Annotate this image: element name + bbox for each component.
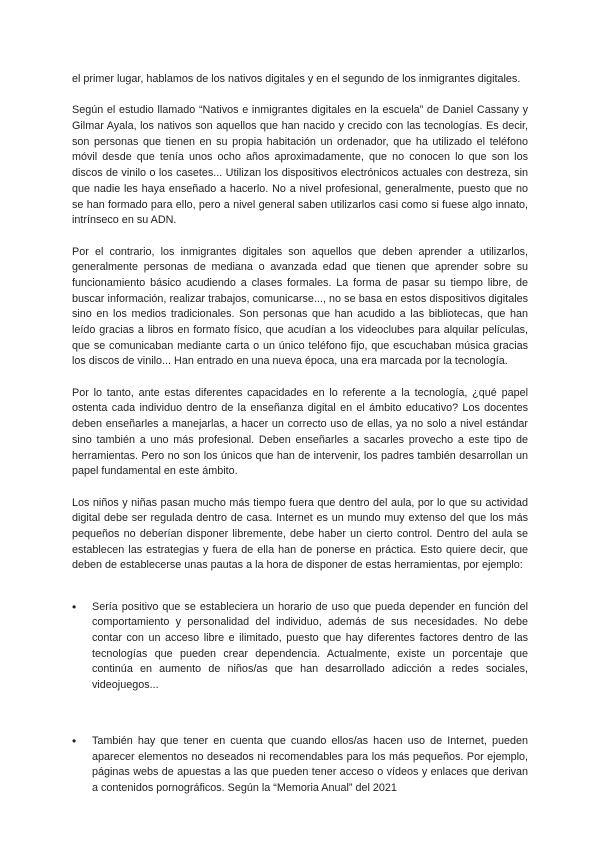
paragraph-intro: el primer lugar, hablamos de los nativos digitales y en el segundo de los inmigrantes digitales.	[72, 73, 521, 85]
document-body	[72, 72, 528, 797]
bullet-list	[72, 734, 528, 797]
paragraph-inmigrantes: Por el contrario, los inmigrantes digitales son aquellos que deben aprender a utilizarlos, generalmente personas de mediana o avanzada edad que tienen que aprender sobre su funcionamiento básico acudiendo a clases formales. La forma de pasar su tiempo libre, de buscar información, realizar trabajos, comunicarse..., no se basa en estos dispositivos digitales sino en los medios tradicionales. Son personas que han acudido a las bibliotecas, que han leído gracias a libros en formato físico, que acudían a los videoclubes para alquilar películas, que se comunicaban mediante carta o un único teléfono fijo, que escuchaban música gracias los discos de vinilo... Han entrado en una nueva época, una era marcada por la tecnología.	[72, 245, 528, 368]
spacer	[72, 590, 528, 600]
paragraph-control-casa: Los niños y niñas pasan mucho más tiempo fuera que dentro del aula, por lo que su actividad digital debe ser regulada dentro de casa. Internet es un mundo muy extenso del que los más pequeños no deberían disponer libremente, debe haber un cierto control. Dentro del aula se establecen las estrategias y fuera de ella han de ponerse en práctica. Esto quiere decir, que deben de establecerse unas pautas a la hora de disponer de estas herramientas, por ejemplo:	[72, 496, 528, 572]
spacer	[72, 694, 528, 734]
paragraph-papel-educativo: Por lo tanto, ante estas diferentes capacidades en lo referente a la tecnología, ¿qué papel ostenta cada individuo dentro de la enseñanza digital en el ámbito educativo? Los docentes deben enseñarles a manejarlas, a hacer un correcto uso de ellas, ya no solo a nivel estándar sino también a uno más profesional. Deben enseñarles a sacarles provecho a este tipo de herramientas. Pero no son los únicos que han de intervenir, los padres también desarrollan un papel fundamental en este ámbito.	[72, 386, 528, 478]
list-item: • También hay que tener en cuenta que cuando ellos/as hacen uso de Internet, pueden aparecer elementos no deseados ni recomendables para los más pequeños. Por ejemplo, páginas webs de apuestas a las que pueden tener acceso o vídeos y enlaces que derivan a contenidos pornográficos. Según la “Memoria Anual” del 2021	[72, 734, 528, 797]
paragraph-nativos: Según el estudio llamado “Nativos e inmigrantes digitales en la escuela” de Daniel Cassany y Gilmar Ayala, los nativos son aquellos que han nacido y crecido con las tecnologías. Es decir, son personas que tienen en su propia habitación un ordenador, que ha utilizado el teléfono móvil desde que tenía unos ocho años aproximadamente, que no conocen lo que son los discos de vinilo o los casetes... Utilizan los dispositivos electrónicos actuales con destreza, sin que nadie les haya enseñado a hacerlo. No a nivel profesional, generalmente, puesto que no se han formado para ello, pero a nivel general saben utilizarlos casi como si fuese algo innato, intrínseco en su ADN.	[72, 104, 528, 227]
list-item: • Sería positivo que se estableciera un horario de uso que pueda depender en función del comportamiento y personalidad del individuo, además de sus necesidades. No debe contar con un acceso libre e ilimitado, puesto que hay diferentes factores dentro de las tecnologías que pueden crear dependencia. Actualmente, existe un porcentaje que continúa en aumento de niños/as que han desarrollado adicción a redes sociales, videojuegos...	[72, 600, 528, 694]
bullet-list	[72, 600, 528, 694]
